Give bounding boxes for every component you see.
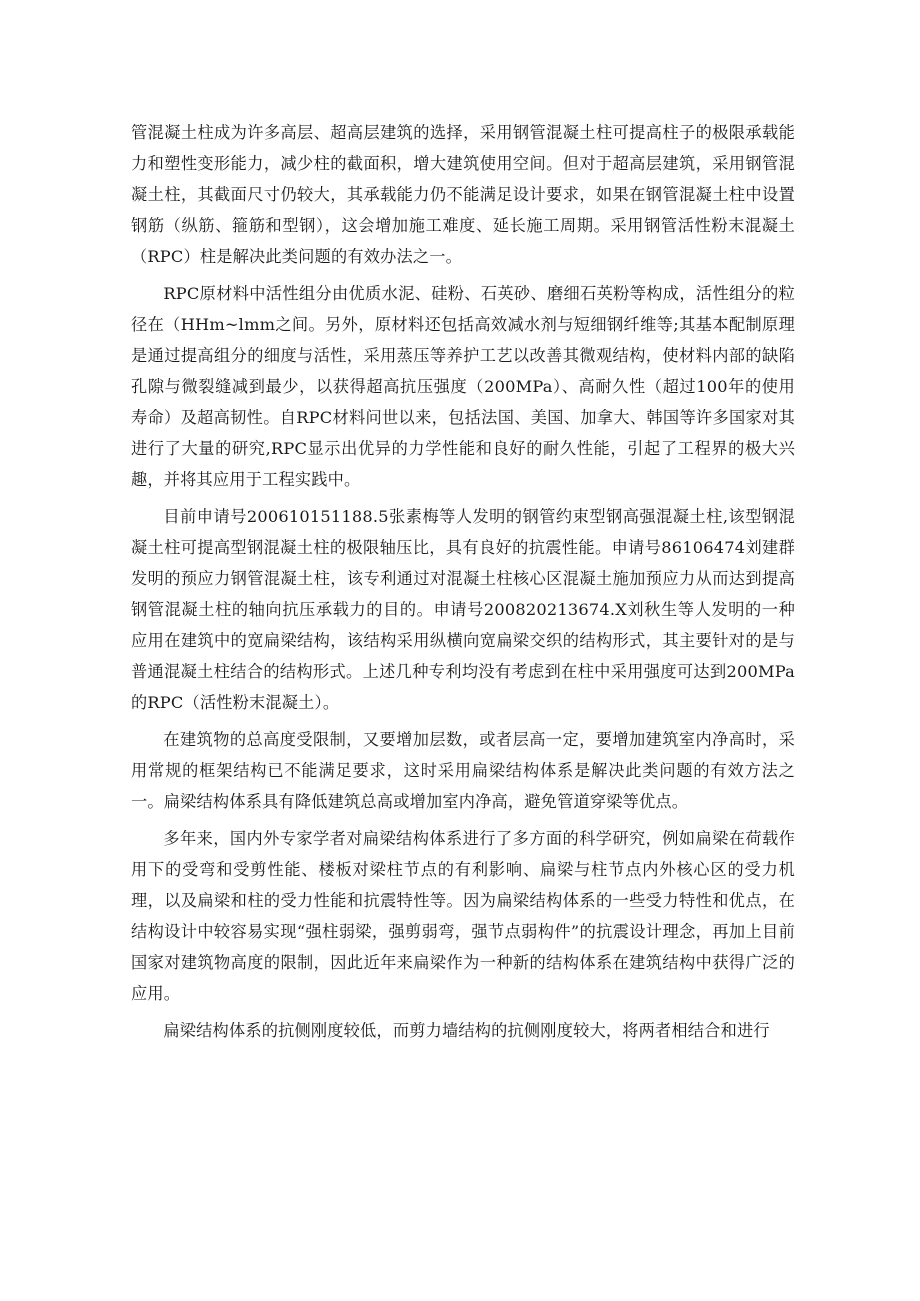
paragraph-6: 扁梁结构体系的抗侧刚度较低，而剪力墙结构的抗侧刚度较大，将两者相结合和进行 (163, 1021, 770, 1040)
paragraph-2: RPC原材料中活性组分由优质水泥、硅粉、石英砂、磨细石英粉等构成，活性组分的粒径在（HHm~lmm之间。另外，原材料还包括高效减水剂与短细钢纤维等;其基本配制原理是通过提高组分的细度与活性，采用蒸压等养护工艺以改善其微观结构，使材料内部的缺陷孔隙与微裂缝减到最少，以获得超高抗压强度（200MPa）、高耐久性（超过100年的使用寿命）及超高韧性。自RPC材料问世以来，包括法国、美国、加拿大、韩国等许多国家对其进行了大量的研究,RPC显示出优异的力学性能和良好的耐久性能，引起了工程界的极大兴趣，并将其应用于工程实践中。 (131, 284, 795, 489)
paragraph-5: 多年来，国内外专家学者对扁梁结构体系进行了多方面的科学研究，例如扁梁在荷载作用下的受弯和受剪性能、楼板对梁柱节点的有利影响、扁梁与柱节点内外核心区的受力机理，以及扁梁和柱的受力性能和抗震特性等。因为扁梁结构体系的一些受力特性和优点，在结构设计中较容易实现“强柱弱梁，强剪弱弯，强节点弱构件”的抗震设计理念，再加上目前国家对建筑物高度的限制，因此近年来扁梁作为一种新的结构体系在建筑结构中获得广泛的应用。 (131, 829, 795, 1003)
paragraph-1: 管混凝土柱成为许多高层、超高层建筑的选择，采用钢管混凝土柱可提高柱子的极限承载能力和塑性变形能力，减少柱的截面积，增大建筑使用空间。但对于超高层建筑，采用钢管混凝土柱，其截面尺寸仍较大，其承载能力仍不能满足设计要求，如果在钢管混凝土柱中设置钢筋（纵筋、箍筋和型钢），这会增加施工难度、延长施工周期。采用钢管活性粉末混凝土（RPC）柱是解决此类问题的有效办法之一。 (131, 123, 795, 266)
document-body (131, 117, 795, 1052)
paragraph-3: 目前申请号200610151188.5张素梅等人发明的钢管约束型钢高强混凝土柱,该型钢混凝土柱可提高型钢混凝土柱的极限轴压比，具有良好的抗震性能。申请号86106474刘建群发明的预应力钢管混凝土柱，该专利通过对混凝土柱核心区混凝土施加预应力从而达到提高钢管混凝土柱的轴向抗压承载力的目的。申请号200820213674.X刘秋生等人发明的一种应用在建筑中的宽扁梁结构，该结构采用纵横向宽扁梁交织的结构形式，其主要针对的是与普通混凝土柱结合的结构形式。上述几种专利均没有考虑到在柱中采用强度可达到200MPa的RPC（活性粉末混凝土）。 (131, 507, 795, 712)
paragraph-4: 在建筑物的总高度受限制，又要增加层数，或者层高一定，要增加建筑室内净高时，采用常规的框架结构已不能满足要求，这时采用扁梁结构体系是解决此类问题的有效方法之一。扁梁结构体系具有降低建筑总高或增加室内净高，避免管道穿梁等优点。 (131, 730, 795, 811)
